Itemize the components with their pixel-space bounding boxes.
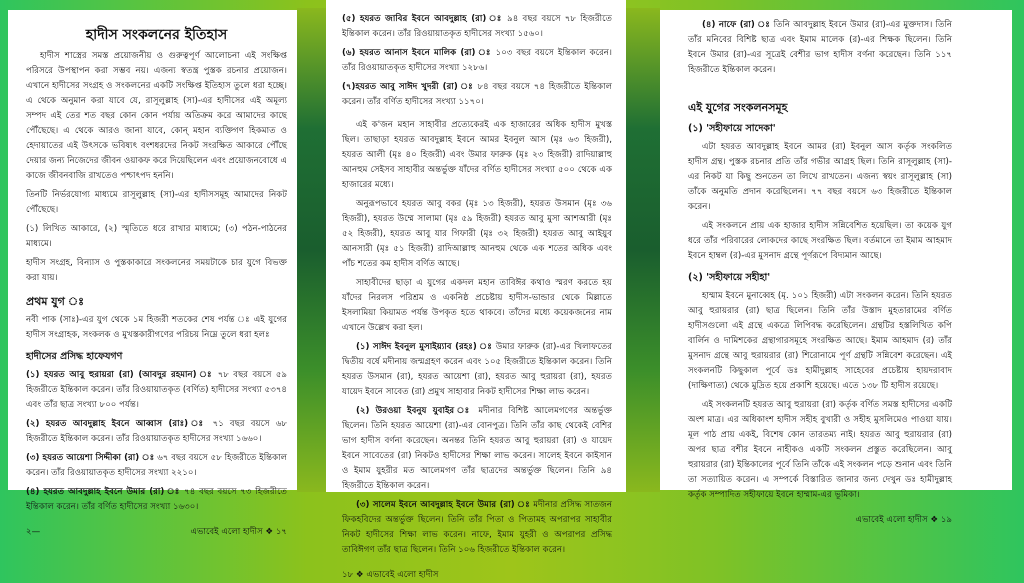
paragraph: হাদীস সংগ্রহ, বিন্যাস ও পুস্তকাকারে সংকলনের সময়টাকে চার যুগে বিভক্ত করা যায়। (26, 258, 287, 283)
entry-name: (২) হযরত আবদুল্লাহ ইবনে আব্বাস (রাঃ) ঃ (26, 419, 207, 429)
page-edge-shadow-left (297, 8, 327, 492)
collection-title: (১) 'সহীফায়ে সাদেকা' (688, 123, 776, 134)
biography-entry (26, 485, 287, 515)
paragraph: সাহাবীদের ছাড়া এ যুগের একদল মহান তাবিঈর কথাও স্মরণ করতে হয় যাঁদের নিরলস পরিশ্রম ও একনিষ্ঠ প্রচেষ্টায় হাদীস-ভান্ডার থেকে মিল্লাতে ইসলামিয়া কিয়ামত পর্যন্ত উপকৃত হতে থাকবে। তাঁদের মধ্যে কয়েকজনের নাম এখানে উল্লেখ করা হল। (342, 278, 612, 333)
entry-name: (৩) সালেম ইবনে আবদুল্লাহ ইবনে উমার (রা) ঃ (356, 500, 531, 510)
page-title: হাদীস সংকলনের ইতিহাস (85, 27, 228, 43)
entry-name: (৬) হযরত আনাস ইবনে মালিক (রা) ঃ (342, 48, 492, 58)
biography-entry (342, 340, 612, 400)
biography-entry (342, 498, 612, 558)
biography-entry (26, 451, 287, 481)
biography-entry (342, 46, 612, 76)
book-page-18 (326, 0, 626, 580)
biography-entry (688, 18, 952, 78)
entry-text: ৭৪ বছর বয়সে ৭৩ হিজরীতে ইন্তিকাল করেন। তাঁর বর্ণিত হাদীসের সংখ্যা ১৬৩০। (26, 487, 288, 512)
entry-text: ৮৪ বছর বয়সে ৭৪ হিজরীতে ইন্তিকাল করেন। তাঁর বর্ণিত হাদীসের সংখ্যা ১১৭০। (342, 82, 612, 107)
entry-text: ১০৩ বছর বয়সে ইন্তিকাল করেন। তাঁর রিওয়ায়াতকৃত হাদীসের সংখ্যা ১২৮৬। (342, 48, 613, 73)
entry-name: (১) হযরত আবু হুরায়রা (রা) (আবদুর রহমান) ঃ (26, 370, 214, 380)
collection-title: (২) 'সহীফায়ে সহীহা' (688, 272, 771, 283)
book-page-19 (660, 10, 1012, 525)
paragraph: এই সংকলনে প্রায় এক হাজার হাদীস সন্নিবেশিত হয়েছিল। তা কয়েক যুগ ধরে তাঁর পরিবারের লোকদের কাছে সংরক্ষিত ছিল। বর্তমানে তা ইমাম আহমাদ ইবনে হাম্বল (র)-এর মুসনাদ গ্রন্থে পূর্ণরূপে বিদ্যমান আছে। (688, 221, 952, 261)
entry-text: তিনি আবদুল্লাহ ইবনে উমার (রা)-এর মুক্তদাস। তিনি তাঁর মনিবের বিশিষ্ট ছাত্র এবং ইমাম মালেক (র)-এর শিক্ষক ছিলেন। তিনি ইবনে উমার (রা)-এর সূত্রেই বেশীর ভাগ হাদীস বর্ণনা করেছেন। তিনি ১১৭ হিজরীতে ইন্তিকাল করেন। (688, 20, 953, 75)
entry-name: (৭)হযরত আবু সাঈদ খুদরী (রা) ঃ (342, 82, 474, 92)
entry-name: (৩) হযরত আয়েশা সিদ্দীকা (রা) ঃ (26, 453, 155, 463)
entry-text: মদীনার প্রসিদ্ধ সাতজন ফিকহবিদের অন্তর্ভুক্ত ছিলেন। তিনি তাঁর পিতা ও পিতামহ অপরাপর সাহাবীর নিকট হাদীসের শিক্ষা লাভ করেন। নাফে, ইমাম যুহরী ও অপরাপর প্রসিদ্ধ তাবিঈগণ তাঁর ছাত্র ছিলেন। তিনি ১০৬ হিজরীতে ইন্তিকাল করেন। (342, 500, 612, 555)
paragraph: অনুরূপভাবে হযরত আবু বকর (মৃঃ ১৩ হিজরী), হযরত উসমান (মৃঃ ৩৬ হিজরী), হযরত উম্মে সালামা (মৃঃ ৫৯ হিজরী) হযরত আবু মুসা আশআরী (মৃঃ ৫২ হিজরী), হযরত আবু যার গিফারী (মৃঃ ৩২ হিজরী) হযরত আবু আইয়ুব আনসারী (মৃঃ ৫১ হিজরী) রাদিআল্লাহু আনহুম থেকে এক শতের অধিক এবং পাঁচ শতের কম হাদীস বর্ণিত আছে। (342, 199, 612, 269)
paragraph: এটা হযরত আবদুল্লাহ ইবনে আমর (রা) ইবনুল আস কর্তৃক সংকলিত হাদীস গ্রন্থ। পুস্তক রচনার প্রতি তাঁর গভীর আগ্রহ ছিল। তিনি রাসূলুল্লাহ (সা)-এর নিকট যা কিছু শুনতেন তা লিখে রাখতেন। এজন্য স্বয়ং রাসূলুল্লাহ (সা) তাঁকে অনুমতি প্রদান করেছিলেন। ৭৭ বছর বয়সে ৬৩ হিজরীতে ইন্তিকাল করেন। (688, 142, 952, 212)
entry-text: ৭১ বছর বয়সে ৬৮ হিজরীতে ইন্তিকাল করেন। তাঁর রিওয়ায়াতকৃত হাদীসের সংখ্যা ১৬৬০। (26, 419, 287, 444)
paragraph: (১) লিখিত আকারে, (২) স্মৃতিতে ধরে রাখার মাধ্যমে; (৩) পঠন-পাঠনের মাধ্যমে। (26, 224, 287, 249)
entry-name: (৫) হযরত জাবির ইবনে আবদুল্লাহ (রা) ঃ (342, 14, 503, 24)
entry-text: ৬৭ বছর বয়সে ৫৮ হিজরীতে ইন্তিকাল করেন। তাঁর রিওয়ায়াতকৃত হাদীসের সংখ্যা ২২১০। (26, 453, 287, 478)
entry-text: মদীনার বিশিষ্ট আলেমগণের অন্তর্ভুক্ত ছিলেন। তিনি হযরত আয়েশা (রা)-এর বোনপুত্র। তিনি তাঁর কাছ থেকেই বেশির ভাগ হাদীস বর্ণনা করেছেন। অনন্তর তিনি হযরত আবু হুরায়রা (রা) ও যায়েদ ইবনে সাবেতের (রা) নিকটও হাদীসের শিক্ষা লাভ করেন। সালেহ ইবনে কাইসান ও ইমাম যুহরীর মত আলেমগণ তাঁর ছাত্রদের অন্তর্ভুক্ত ছিলেন। তিনি ৯৪ হিজরীতে ইন্তিকাল করেন। (342, 406, 612, 491)
section-heading: এই যুগের সংকলনসমূহ (688, 101, 788, 114)
book-page-17 (8, 10, 297, 537)
paragraph: তিনটি নির্ভরযোগ্য মাধ্যমে রাসূলুল্লাহ (সা)-এর হাদীসসমূহ আমাদের নিকট পৌঁছেছে। (26, 190, 287, 215)
entry-name: (৪) হযরত আবদুল্লাহ ইবনে উমার (রা) ঃ (26, 487, 181, 497)
section-heading: হাদীসের প্রসিদ্ধ হাফেযগণ (26, 351, 123, 362)
entry-text: ৭৮ বছর বয়সে ৫৯ হিজরীতে ইন্তিকাল করেন। তাঁর রিওয়ায়াতকৃত (বর্ণিত) হাদীসের সংখ্যা ৫৩৭৪ এবং তাঁর ছাত্র সংখ্যা ৮০০ পর্যন্ত। (26, 370, 287, 410)
page-number: এভাবেই এলো হাদীস ❖ ১৯ (855, 515, 952, 525)
biography-entry (342, 12, 612, 42)
paragraph: হাদীস শাস্ত্রের সমস্ত প্রয়োজনীয় ও গুরুত্বপূর্ণ আলোচনা এই সংক্ষিপ্ত পরিসরে উপস্থাপন করা সম্ভব নয়। এজন্য স্বতন্ত্র পুস্তক রচনার প্রয়োজন। এখানে হাদীসের সংগ্রহ ও সংকলনের একটি সংক্ষিপ্ত ইতিহাস তুলে ধরা হচ্ছে। এ থেকে অনুমান করা যাবে যে, রাসূলুল্লাহ (সা)-এর হাদীসের এই অমূল্য সম্পদ এই তের শত বছর কোন কোন পর্যায় অতিক্রম করে আমাদের কাছে পৌঁছেছে। এ থেকে আরও জানা যাবে, কোন্ মহান ব্যক্তিগণ হিকমাত ও হেদায়াতের এই উৎসকে ভবিষ্যৎ বংশধরদের নিকট সংরক্ষিত আকারে পৌঁছে দেয়ার জন্য নিজেদের জীবন ওয়াকফ করে দিয়েছিলেন এবং প্রয়োজনবোধে এ কাজে জীবনবাজি রাখতেও পশ্চাৎপদ হননি। (26, 51, 287, 181)
paragraph: নবী পাক (সাঃ)-এর যুগ থেকে ১ম হিজরী শতকের শেষ পর্যন্ত ঃ এই যুগের হাদীস সংগ্রাহক, সংকলক ও মুখস্তকারীগণের পরিচয় নিম্নে তুলে ধরা হলঃ (26, 315, 287, 340)
biography-entry (342, 80, 612, 110)
entry-text: উমার ফারুক (রা)-এর খিলাফতের দ্বিতীয় বর্ষে মদীনায় জন্মগ্রহণ করেন এবং ১০৫ হিজরীতে ইন্তিকাল করেন। তিনি হযরত উসমান (রা), হযরত আয়েশা (রা), হযরত আবু হুরায়রা (রা), হযরত যায়েদ ইবনে সাবেত (রা) প্রমুখ সাহাবার নিকট হাদীসের শিক্ষা লাভ করেন। (342, 342, 613, 397)
footer-signature: ২— (26, 527, 41, 537)
paragraph: হাম্মাম ইবনে মুনাব্বেহ (মৃ. ১০১ হিজরী) এটা সংকলন করেন। তিনি হযরত আবু হুরায়রার (রা) ছাত্র ছিলেন। তিনি তাঁর উস্তাদ মুহতারামের বর্ণিত হাদীসগুলো এই গ্রন্থে একত্রে লিপিবদ্ধ করেছিলেন। গ্রন্থটির হস্তলিখিত কপি বার্লিন ও দামিশকের গ্রন্থাগারসমূহে সংরক্ষিত আছে। ইমাম আহমাদ (র) তাঁর মুসনাদ গ্রন্থে আবু হুরায়রার (রা) শিরোনামে পূর্ণ গ্রন্থটি সন্নিবেশ করেছেন। এই সংকলনটি কিছুকাল পূর্বে ডঃ হামীদুল্লাহ সাহেবের প্রচেষ্টায় হায়দরাবাদ (দাক্ষিণাত্য) থেকে মুদ্রিত হয়ে প্রকাশি হয়েছে। এতে ১৩৮ টি হাদীস রয়েছে। (688, 291, 952, 391)
page-edge-shadow-right (626, 8, 660, 492)
biography-entry (26, 368, 287, 413)
entry-name: (১) সাঈদ ইবনুল মুসাইয়্যাব (রহঃ) ঃ (356, 342, 493, 352)
entry-text: ৯৪ বছর বয়সে ৭৮ হিজরীতে ইন্তিকাল করেন। তাঁর রিওয়ায়াতকৃত হাদীসের সংখ্যা ১৫৬০। (342, 14, 613, 39)
era-heading: প্রথম যুগ ঃ (26, 295, 85, 308)
page-number: ১৮ ❖ এভাবেই এলো হাদীস (342, 570, 439, 580)
entry-name: (২) উরওয়া ইবনুয যুবাইর ঃ (356, 406, 473, 416)
entry-name: (৪) নাফে (রা) ঃ (702, 20, 771, 30)
paragraph: এই সংকলনটি হযরত আবু হুরায়রা (রা) কর্তৃক বর্ণিত সমস্ত হাদীসের একটি অংশ মাত্র। এর অধিকাংশ হাদীস সহীহ বুখারী ও সহীহ মুসলিমেও পাওয়া যায়। মূল পাঠ প্রায় একই, বিশেষ কোন তারতম্য নাই। হযরত আবু হুরায়রার (রা) অপর ছাত্র বশীর ইবনে নাহীকও একটি সংকলন প্রস্তুত করেছিলেন। আবু হুরায়রার (রা) ইন্তিকালের পূর্বে তিনি তাঁকে এই সংকলন পড়ে শুনান এবং তিনি তা সত্যায়িত করেন। এ সম্পর্কে বিস্তারিত জানার জন্য দেখুন ডঃ হামীদুল্লাহ কর্তৃক সম্পাদিত সহীফায়ে ইবনে হাম্মাম-এর ভূমিকা। (688, 400, 952, 500)
biography-entry (342, 404, 612, 494)
biography-entry (26, 417, 287, 447)
paragraph: এই ক'জন মহান সাহাবীর প্রত্যেকেরই এক হাজারের অধিক হাদীস মুখস্ত ছিল। তাছাড়া হযরত আবদুল্লাহ ইবনে আমর ইবনুল আস (মৃঃ ৬৩ হিজরী), হযরত আলী (মৃঃ ৪০ হিজরী) এবং উমার ফারুক (মৃঃ ২৩ হিজরী) রাদিয়াল্লাহু আনহুম সেইসব সাহাবীর অন্তর্ভুক্ত যাঁদের বর্ণিত হাদীসের সংখ্যা ৫০০ থেকে এক হাজারের মধ্যে। (342, 120, 612, 190)
page-number: এভাবেই এলো হাদীস ❖ ১৭ (190, 527, 287, 537)
